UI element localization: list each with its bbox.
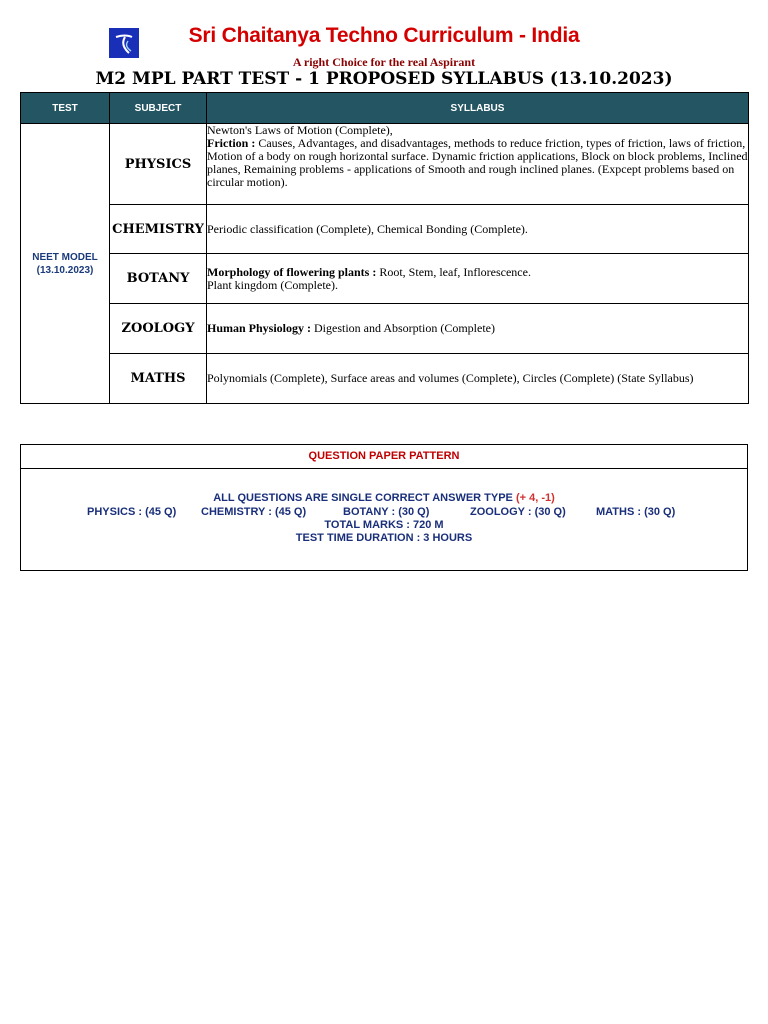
syllabus-botany-line2: Plant kingdom (Complete). [207, 277, 338, 292]
page-title: M2 MPL PART TEST - 1 PROPOSED SYLLABUS (13.10.2023) [95, 69, 673, 89]
table-row-physics [21, 124, 749, 205]
syllabus-table [20, 92, 749, 404]
question-paper-pattern-heading: QUESTION PAPER PATTERN [21, 445, 747, 469]
question-counts [21, 506, 747, 520]
syllabus-physics-line1: Newton's Laws of Motion (Complete), [207, 123, 393, 137]
test-name-cell [21, 124, 110, 404]
subject-maths: MATHS [110, 354, 207, 404]
marking-scheme: (+ 4, -1) [515, 492, 555, 504]
syllabus-chemistry: Periodic classification (Complete), Chemical Bonding (Complete). [207, 205, 749, 254]
column-header-syllabus: SYLLABUS [207, 93, 749, 124]
table-row-botany [21, 254, 749, 304]
count-physics: PHYSICS : (45 Q) [87, 506, 177, 518]
syllabus-physics-text: Causes, Advantages, and disadvantages, methods to reduce friction, types of friction, laws of friction, Motion of a body on rough horizontal surface. Dynamic friction applications, Block on block problems, Inclined planes, Remaining problems - applications of Smooth and rough inclined planes. (Expcept problems based on circular motion). [207, 136, 748, 189]
table-row-maths [21, 354, 749, 404]
syllabus-physics-bold: Friction : [207, 136, 256, 150]
test-name: NEET MODEL [32, 251, 98, 263]
syllabus-botany-bold: Morphology of flowering plants : [207, 264, 377, 279]
table-row-zoology [21, 304, 749, 354]
subject-physics: PHYSICS [110, 124, 207, 205]
syllabus-botany-line1 [207, 266, 748, 279]
subject-botany: BOTANY [110, 254, 207, 304]
syllabus-physics-friction [207, 137, 748, 189]
column-header-subject: SUBJECT [110, 93, 207, 124]
count-zoology: ZOOLOGY : (30 Q) [470, 506, 566, 518]
syllabus-maths: Polynomials (Complete), Surface areas and volumes (Complete), Circles (Complete) (State Syllabus) [207, 354, 749, 404]
syllabus-botany [207, 254, 749, 304]
sri-chaitanya-logo-icon [109, 28, 139, 58]
subject-zoology: ZOOLOGY [110, 304, 207, 354]
syllabus-physics [207, 124, 749, 205]
table-header-row [21, 93, 749, 124]
test-date: (13.10.2023) [36, 264, 94, 276]
table-row-chemistry [21, 205, 749, 254]
count-botany: BOTANY : (30 Q) [343, 506, 430, 518]
answer-type-line [21, 492, 747, 504]
count-chemistry: CHEMISTRY : (45 Q) [201, 506, 307, 518]
syllabus-botany-text: Root, Stem, leaf, Inflorescence. [376, 264, 531, 279]
brand-tagline: A right Choice for the real Aspirant [292, 55, 476, 69]
subject-chemistry: CHEMISTRY [110, 205, 207, 254]
brand-name: Sri Chaitanya Techno Curriculum - India [188, 24, 580, 47]
syllabus-zoology [207, 304, 749, 354]
syllabus-zoology-bold: Human Physiology : [207, 321, 312, 335]
answer-type-text: ALL QUESTIONS ARE SINGLE CORRECT ANSWER TYPE [213, 492, 513, 504]
total-marks: TOTAL MARKS : 720 M [324, 519, 444, 531]
syllabus-zoology-text: Digestion and Absorption (Complete) [311, 321, 495, 335]
question-paper-pattern-box [20, 444, 748, 571]
count-maths: MATHS : (30 Q) [596, 506, 676, 518]
test-duration: TEST TIME DURATION : 3 HOURS [295, 532, 473, 544]
column-header-test: TEST [21, 93, 110, 124]
